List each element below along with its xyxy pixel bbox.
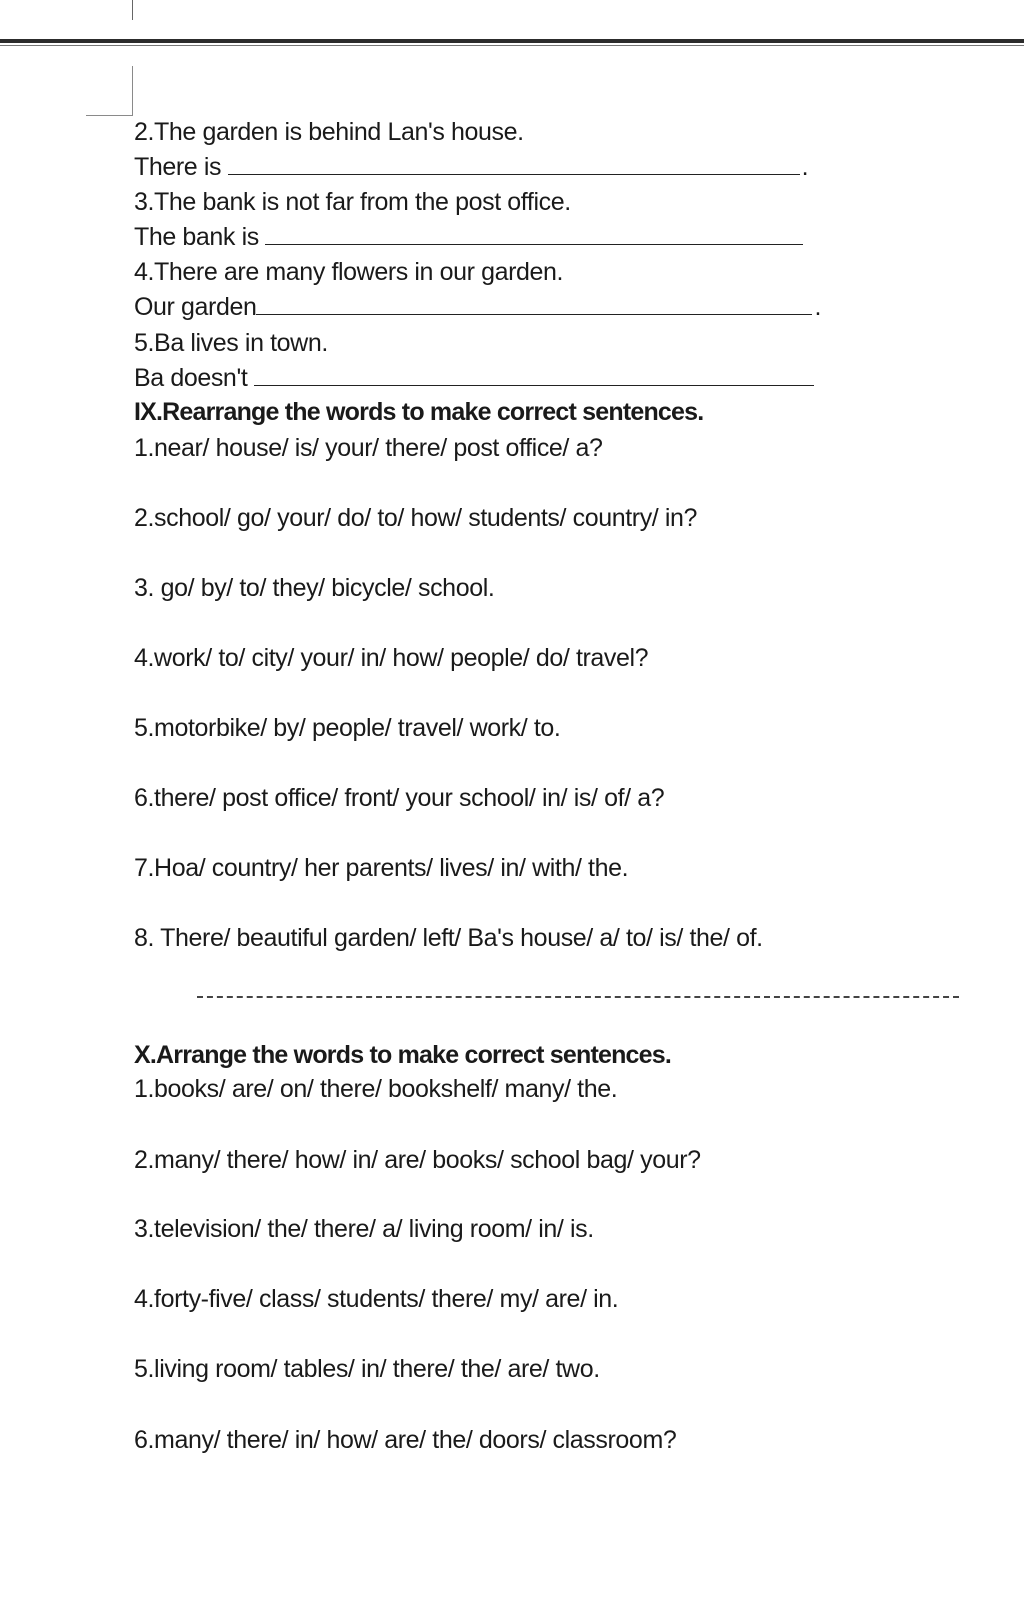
transform-answer-5 — [134, 363, 816, 393]
answer-start: The bank is — [134, 223, 259, 251]
margin-corner-mark-vertical — [132, 66, 133, 116]
section-ix-item-7: 7.Hoa/ country/ her parents/ lives/ in/ with/ the. — [134, 854, 629, 882]
page-top-border-thin — [0, 45, 1024, 46]
section-x-item-3: 3.television/ the/ there/ a/ living room/ in/ is. — [134, 1215, 594, 1243]
answer-start: Our garden — [134, 293, 257, 321]
section-ix-item-1: 1.near/ house/ is/ your/ there/ post office/ a? — [134, 434, 603, 462]
answer-blank[interactable] — [254, 365, 814, 386]
answer-blank[interactable] — [228, 154, 800, 175]
transform-prompt-3: 3.The bank is not far from the post office. — [134, 188, 571, 216]
section-x-item-6: 6.many/ there/ in/ how/ are/ the/ doors/ classroom? — [134, 1426, 677, 1454]
section-ix-heading: IX.Rearrange the words to make correct sentences. — [134, 398, 704, 426]
transform-answer-3 — [134, 222, 805, 252]
section-ix-item-4: 4.work/ to/ city/ your/ in/ how/ people/ do/ travel? — [134, 644, 649, 672]
transform-prompt-4: 4.There are many flowers in our garden. — [134, 258, 564, 286]
section-ix-item-5: 5.motorbike/ by/ people/ travel/ work/ to. — [134, 714, 561, 742]
section-x-heading: X.Arrange the words to make correct sentences. — [134, 1041, 672, 1069]
text-cursor — [132, 0, 133, 20]
transform-answer-2 — [134, 152, 808, 182]
answer-start: There is — [134, 153, 222, 181]
margin-corner-mark-horizontal — [86, 115, 133, 116]
answer-dashed-line[interactable] — [197, 996, 959, 998]
section-ix-item-8: 8. There/ beautiful garden/ left/ Ba's house/ a/ to/ is/ the/ of. — [134, 924, 763, 952]
section-ix-item-2: 2.school/ go/ your/ do/ to/ how/ students/ country/ in? — [134, 504, 698, 532]
section-ix-item-3: 3. go/ by/ to/ they/ bicycle/ school. — [134, 574, 495, 602]
answer-blank[interactable] — [265, 224, 803, 245]
transform-prompt-5: 5.Ba lives in town. — [134, 329, 328, 357]
section-x-item-5: 5.living room/ tables/ in/ there/ the/ are/ two. — [134, 1355, 600, 1383]
section-x-item-2: 2.many/ there/ how/ in/ are/ books/ school bag/ your? — [134, 1146, 701, 1174]
section-x-item-1: 1.books/ are/ on/ there/ bookshelf/ many/ the. — [134, 1075, 618, 1103]
answer-end: . — [814, 293, 822, 321]
page-top-border — [0, 39, 1024, 43]
section-x-item-4: 4.forty-five/ class/ students/ there/ my/ are/ in. — [134, 1285, 619, 1313]
section-ix-item-6: 6.there/ post office/ front/ your school/ in/ is/ of/ a? — [134, 784, 665, 812]
answer-start: Ba doesn't — [134, 364, 248, 392]
transform-prompt-2: 2.The garden is behind Lan's house. — [134, 118, 524, 146]
answer-end: . — [801, 153, 809, 181]
transform-answer-4 — [134, 292, 821, 322]
answer-blank[interactable] — [256, 294, 812, 315]
